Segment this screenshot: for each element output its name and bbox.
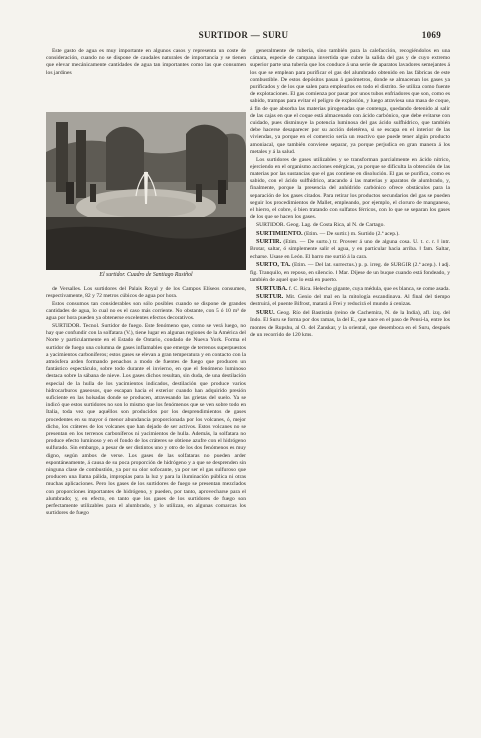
illustration-graphic <box>46 112 246 270</box>
dictionary-entry <box>250 309 450 339</box>
figure <box>46 112 246 282</box>
paragraph: Este gasto de agua es muy importante en algunos casos y representa un coste de consideración, cuando no se dispone de caudales naturales de importancia y se tienen que elevar mecánicamente cantidades de agua tan importantes como las que consumen los jardines <box>46 48 246 76</box>
entry-text: Geog. Río del Bastistán (reino de Cachemira, N. de la India), afl. izq. del Indo. El Suru se forma por dos ramas, la del E., que nace en el paso de Pensi-la, entre los montes de Rupshu, al O. del Zanskar, y la oriental, que desemboca en el Suru, después de un recorrido de 120 kms. <box>250 310 450 338</box>
entry-text: Mit. Genio del mal en la mitología escandinava. Al final del tiempo destruirá, el puente Bifrost, matará á Frei y reducirá el mundo á cenizas. <box>250 294 450 308</box>
paragraph: Estos consumos tan considerables son sólo posibles cuando se dispone de grandes cantidades de agua, lo cual no es el caso más corriente. No obstante, con 5 ó 10 m³ de agua por hora pueden ya obtenerse excelentes efectos decorativos. <box>46 300 246 322</box>
dictionary-entry <box>250 238 450 261</box>
left-column-top <box>46 48 246 77</box>
dictionary-entry <box>250 293 450 308</box>
dictionary-entry <box>250 285 450 293</box>
dictionary-entry <box>250 230 450 238</box>
entry-text: (Etim. — Del lat. surrectus.) p. p. irreg. de SURGIR (2.ª acep.). ‖ adj. fig. Tranquilo, en reposo, en silencio. ‖ Mar. Díjese de un buque cuando está fondeado, y también de aquel que lo está en puerto. <box>250 262 451 283</box>
entry-text: f. C. Rica. Helecho gigante, cuya médula, que es blanca, se come asada. <box>288 285 450 292</box>
entry-headword: SURTIMIENTO. <box>256 229 303 237</box>
paragraph: de Versalles. Los surtidores del Palais Royal y de los Campos Elíseos consumen, respectivamente, 82 y 72 metros cúbicos de agua por hora. <box>46 286 246 300</box>
entry-headword: SURTO, TA. <box>256 261 291 269</box>
entry-headword: SURTIR. <box>256 238 282 246</box>
entry-headword: SURTUR. <box>256 293 284 301</box>
right-column <box>250 48 450 339</box>
paragraph: SURTIDOR. Tecnol. Surtidor de fuego. Este fenómeno que, como se verá luego, no hay que confundir con la solfatara (V.), tiene lugar en algunas regiones de la América del Norte y particularmente en el Estado de Ontario, condado de Nueva York. Forma el surtidor de fuego una columna de gases inflamables que emerge de terrenos superpuestos a yacimientos carboníferos; estos gases se elevan a gran temperatura y en contacto con la atmósfera arden formando penachos a modo de fuentes de fuego que producen un fantástico espectáculo, sobre todo durante el invierno, en que el fenómeno luminoso destaca sobre la sábana de nieve. Los gases dichos resultan, sin duda, de una destilación especial de la hulla de los yacimientos indicados, destilación que produce varios hidrocarburos gaseosos, que escapan hacia el exterior cuando han adquirido presión suficiente en las holsadas donde se producen, atravesando las grietas del suelo. Ya se indicó que estos surtidores no son lo mismo que los fenómenos que se ven sobre todo en Italia, toda vez que aquéllos son producidos por los desprendimientos de gases procedentes en su mayor ó menor abundancia proporcionada por los volcanes, ó, mejor dicho, los cráteres de los volcanes que han dejado de ser activos. Estos volcanes no se presentan en los terrenos carboníferos ni yacimientos de hulla. Además, la solfatara no produce efecto luminoso y en el fondo de los cráteres se obtiene azufre con el hidrógeno sulfurado. Sin embargo, a pesar de ser distintos uno y otro de los dos fenómenos es muy digno, según ambos de verse. Los gases de las solfataras no pueden arder espontáneamente, á causa de su poca proporción de hidrógeno y a que se desprenden sin ninguna clase de combustión, ya por su olor sofocante, ya por ser el gas sulfuroso que producen una llama pálida, impropias para la luz y para la iluminación pública ni otras muchas aplicaciones. Pero los gases de los surtidores de fuego se presentan mezclados con proporciones importantes de hidrógeno, y pueden, por tanto, aprovecharse para el alumbrado; y, en efecto, en tanto que los gases de los surtidores de fuego son perfectamente utilizables para el alumbrado, y lo utilizan, en algunas comarcas los surtidores de fuego <box>46 323 246 517</box>
garden-fountain-illustration <box>46 112 246 270</box>
left-column-bottom <box>46 286 246 518</box>
paragraph: Los surtidores de gases utilizables y se transforman parcialmente en ácido nítrico, ejerciendo en el organismo acciones enérgicas, ya porque se dificulta la obtención de las materias por las sustancias que el gas contiene en disolución. El gas se purifica, como es sabido, con el ácido sulfhídrico, atacando á las materias y aparatos de alumbrado, y, finalmente, porque la presencia del anhídrido carbónico ofrece obstáculos para la separación de los gases citados. Para retirar los productos secundarios del gas se pueden seguir los procedimientos de Mallet, empleando, por ejemplo, el cloruro de manganeso, el hierro, el cobre, ó bien tratando con sulfatos férricos, con lo que se separan los gases de los que se hacen los gases. <box>250 156 450 221</box>
entry-headword: SURU. <box>256 309 275 317</box>
dictionary-entry <box>250 261 450 284</box>
page-number: 1069 <box>421 30 441 40</box>
figure-caption: El surtidor. Cuadro de Santiago Rusiñol <box>99 272 193 278</box>
entry-text: (Etim. — De surtir.) m. Surtido (2.ª acep.). <box>304 230 400 237</box>
paragraph: generalmente de tubería, sino también para la calefacción, recogiéndolos en una cámara, especie de campana invertida que cubre la salida del gas y de cuyo extremo superior parte una tubería que los conduce á una serie de aparatos lavadores semejantes á los que se emplean para purificar el gas del alumbrado obtenido en las fábricas de este combustible. De estos depósitos pasan á gasómetros, donde se almacenan los gases ya purificados y de los que salen para emplearlos en todo el distrito. Se utiliza como fuente de explotaciones. El gas comienza por pasar por unos tubos enfriadores que son, como es sabido, trampas para evitar el peligro de explosión, y luego atraviesa una masa de coque, á fin de que absorba las materias pirogenadas que contenga, quedando detenido al salir de las cajas en que el coque está almacenado con ácido carbónico, que debe evitarse con cuidado, pues disminuye la potencia luminosa del gas ácido sulfhídrico, que también debe hacerse desaparecer por su acción deletérea, si se escapa en el interior de las viviendas, ya porque en el comercio sería un reactivo que puede tener algún producto amoniacal, que también conviene separar, ya porque perjudica en gran manera á los metales y á la salud. <box>250 48 450 155</box>
page-header <box>46 30 441 44</box>
entry-headword: SURTUBA. <box>256 284 288 292</box>
entry-text: (Etim. — De surto.) tr. Proveer á uno de alguna cosa. U. t. c. r. ‖ intr. Brotar, saltar, ó simplemente salir el agua, y en particular hacia arriba. ‖ fam. Saltar, echarse. Usase en León. El barro me surtió á la cara. <box>250 239 450 260</box>
paragraph: SURTIDOR. Geog. Lag. de Costa Rica, al N. de Cartago. <box>256 221 385 228</box>
running-head: SURTIDOR — SURU <box>198 30 289 40</box>
